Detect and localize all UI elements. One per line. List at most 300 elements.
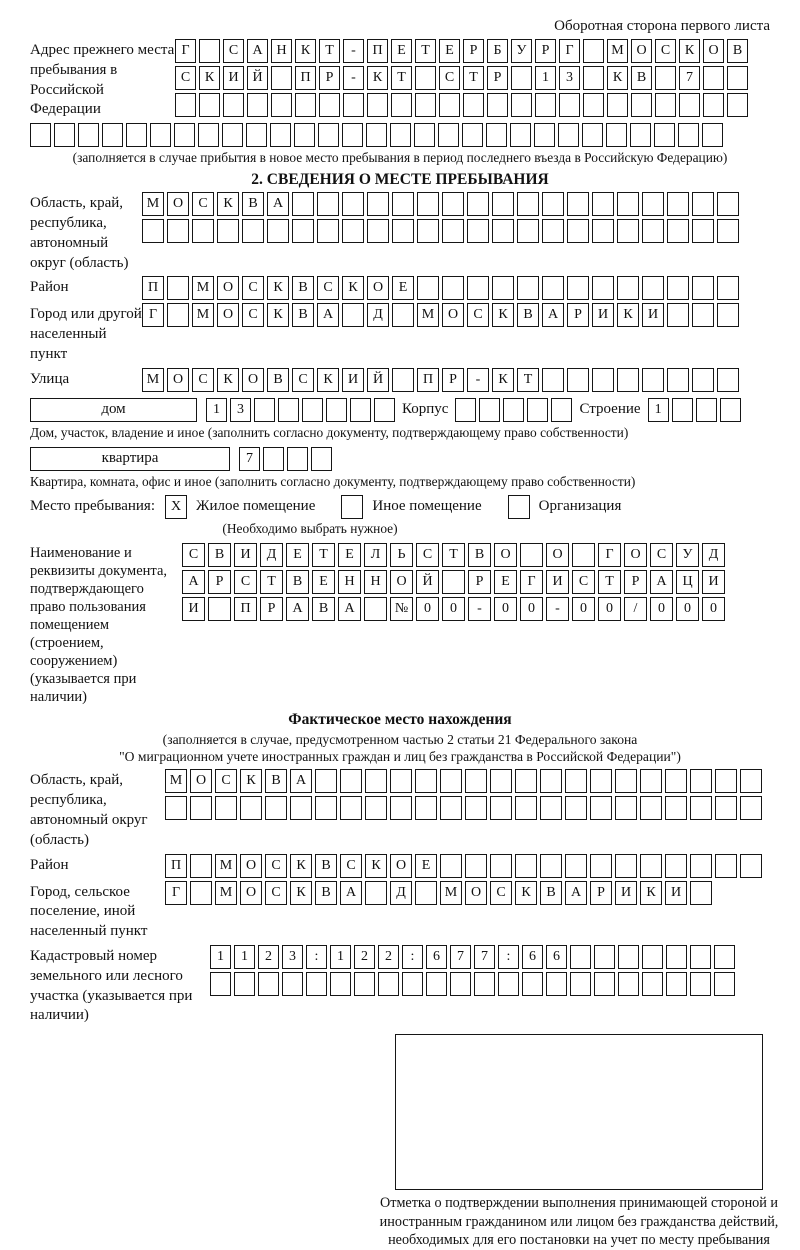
char-cell[interactable] (535, 93, 556, 117)
char-cell[interactable] (265, 796, 287, 820)
char-cell[interactable]: А (338, 597, 361, 621)
char-cell[interactable]: Е (415, 854, 437, 878)
char-cell[interactable]: Т (463, 66, 484, 90)
char-cell[interactable]: - (546, 597, 569, 621)
char-cell[interactable] (342, 192, 364, 216)
char-cell[interactable] (572, 543, 595, 567)
char-cell[interactable] (234, 972, 255, 996)
char-cell[interactable] (702, 123, 723, 147)
stay-type-checkbox-other-premises[interactable] (341, 495, 363, 519)
char-cell[interactable] (467, 192, 489, 216)
char-cell[interactable] (667, 303, 689, 327)
char-cell[interactable] (465, 769, 487, 793)
char-cell[interactable] (455, 398, 476, 422)
char-cell[interactable]: К (199, 66, 220, 90)
char-cell[interactable]: Д (260, 543, 283, 567)
char-cell[interactable] (642, 192, 664, 216)
char-cell[interactable]: А (542, 303, 564, 327)
char-cell[interactable] (217, 219, 239, 243)
char-cell[interactable]: Г (142, 303, 164, 327)
char-cell[interactable] (655, 66, 676, 90)
char-cell[interactable] (565, 854, 587, 878)
char-cell[interactable]: И (223, 66, 244, 90)
char-cell[interactable] (717, 303, 739, 327)
char-cell[interactable]: К (295, 39, 316, 63)
char-cell[interactable] (615, 854, 637, 878)
char-cell[interactable]: С (242, 303, 264, 327)
char-cell[interactable] (665, 769, 687, 793)
char-cell[interactable]: О (442, 303, 464, 327)
char-cell[interactable]: 3 (559, 66, 580, 90)
char-cell[interactable] (522, 972, 543, 996)
char-cell[interactable]: К (617, 303, 639, 327)
char-cell[interactable]: Е (391, 39, 412, 63)
char-cell[interactable] (390, 123, 411, 147)
char-cell[interactable]: Е (286, 543, 309, 567)
char-cell[interactable]: О (546, 543, 569, 567)
char-cell[interactable] (515, 854, 537, 878)
char-cell[interactable] (365, 881, 387, 905)
char-cell[interactable]: С (242, 276, 264, 300)
char-cell[interactable]: С (265, 881, 287, 905)
char-cell[interactable]: 1 (210, 945, 231, 969)
char-cell[interactable]: А (317, 303, 339, 327)
char-cell[interactable] (517, 276, 539, 300)
char-cell[interactable]: М (142, 368, 164, 392)
char-cell[interactable] (667, 276, 689, 300)
char-cell[interactable]: 1 (330, 945, 351, 969)
char-cell[interactable] (692, 276, 714, 300)
char-cell[interactable]: К (492, 303, 514, 327)
char-cell[interactable] (440, 796, 462, 820)
char-cell[interactable]: Р (567, 303, 589, 327)
char-cell[interactable] (290, 796, 312, 820)
char-cell[interactable]: 6 (522, 945, 543, 969)
char-cell[interactable]: К (607, 66, 628, 90)
char-cell[interactable] (417, 192, 439, 216)
char-cell[interactable] (594, 945, 615, 969)
char-cell[interactable]: : (498, 945, 519, 969)
char-cell[interactable] (510, 123, 531, 147)
char-cell[interactable] (438, 123, 459, 147)
char-cell[interactable] (365, 769, 387, 793)
char-cell[interactable] (517, 219, 539, 243)
char-cell[interactable]: А (247, 39, 268, 63)
char-cell[interactable]: М (417, 303, 439, 327)
char-cell[interactable] (630, 123, 651, 147)
char-cell[interactable] (167, 276, 189, 300)
char-cell[interactable] (567, 368, 589, 392)
char-cell[interactable] (317, 192, 339, 216)
char-cell[interactable] (439, 93, 460, 117)
char-cell[interactable]: А (267, 192, 289, 216)
char-cell[interactable]: С (265, 854, 287, 878)
char-cell[interactable] (714, 945, 735, 969)
char-cell[interactable] (414, 123, 435, 147)
char-cell[interactable] (271, 66, 292, 90)
char-cell[interactable] (366, 123, 387, 147)
char-cell[interactable] (542, 276, 564, 300)
char-cell[interactable]: М (192, 276, 214, 300)
char-cell[interactable] (417, 276, 439, 300)
char-cell[interactable] (542, 368, 564, 392)
char-cell[interactable] (479, 398, 500, 422)
char-cell[interactable] (392, 219, 414, 243)
char-cell[interactable] (292, 219, 314, 243)
char-cell[interactable] (640, 796, 662, 820)
char-cell[interactable] (665, 854, 687, 878)
char-cell[interactable]: Г (520, 570, 543, 594)
char-cell[interactable]: У (511, 39, 532, 63)
char-cell[interactable]: П (234, 597, 257, 621)
char-cell[interactable]: К (240, 769, 262, 793)
char-cell[interactable] (534, 123, 555, 147)
char-cell[interactable]: Д (390, 881, 412, 905)
char-cell[interactable] (542, 192, 564, 216)
char-cell[interactable]: - (467, 368, 489, 392)
char-cell[interactable] (542, 219, 564, 243)
char-cell[interactable] (492, 192, 514, 216)
char-cell[interactable]: В (540, 881, 562, 905)
char-cell[interactable] (511, 93, 532, 117)
char-cell[interactable]: Н (338, 570, 361, 594)
char-cell[interactable]: А (650, 570, 673, 594)
char-cell[interactable] (492, 219, 514, 243)
char-cell[interactable]: 3 (230, 398, 251, 422)
char-cell[interactable] (606, 123, 627, 147)
char-cell[interactable] (654, 123, 675, 147)
char-cell[interactable] (592, 192, 614, 216)
char-cell[interactable] (302, 398, 323, 422)
char-cell[interactable] (426, 972, 447, 996)
char-cell[interactable]: В (517, 303, 539, 327)
char-cell[interactable] (465, 854, 487, 878)
char-cell[interactable] (717, 192, 739, 216)
char-cell[interactable]: С (655, 39, 676, 63)
char-cell[interactable]: 7 (239, 447, 260, 471)
char-cell[interactable] (374, 398, 395, 422)
char-cell[interactable] (223, 93, 244, 117)
char-cell[interactable] (672, 398, 693, 422)
char-cell[interactable]: Н (364, 570, 387, 594)
char-cell[interactable] (442, 192, 464, 216)
char-cell[interactable]: К (317, 368, 339, 392)
char-cell[interactable] (263, 447, 284, 471)
char-cell[interactable] (240, 796, 262, 820)
char-cell[interactable] (167, 303, 189, 327)
char-cell[interactable] (667, 219, 689, 243)
char-cell[interactable] (679, 93, 700, 117)
char-cell[interactable]: С (572, 570, 595, 594)
char-cell[interactable] (246, 123, 267, 147)
char-cell[interactable] (690, 796, 712, 820)
char-cell[interactable]: Й (247, 66, 268, 90)
char-cell[interactable]: С (439, 66, 460, 90)
char-cell[interactable]: Р (590, 881, 612, 905)
char-cell[interactable]: О (465, 881, 487, 905)
char-cell[interactable]: В (267, 368, 289, 392)
char-cell[interactable] (306, 972, 327, 996)
char-cell[interactable] (318, 123, 339, 147)
char-cell[interactable] (615, 796, 637, 820)
char-cell[interactable] (440, 769, 462, 793)
char-cell[interactable]: С (192, 192, 214, 216)
char-cell[interactable] (582, 123, 603, 147)
char-cell[interactable]: / (624, 597, 647, 621)
char-cell[interactable] (462, 123, 483, 147)
char-cell[interactable]: К (217, 192, 239, 216)
char-cell[interactable] (190, 881, 212, 905)
char-cell[interactable] (565, 769, 587, 793)
char-cell[interactable] (30, 123, 51, 147)
char-cell[interactable]: О (242, 368, 264, 392)
char-cell[interactable]: В (208, 543, 231, 567)
char-cell[interactable] (254, 398, 275, 422)
char-cell[interactable] (295, 93, 316, 117)
char-cell[interactable]: 0 (598, 597, 621, 621)
char-cell[interactable] (442, 570, 465, 594)
char-cell[interactable]: М (607, 39, 628, 63)
char-cell[interactable] (278, 398, 299, 422)
char-cell[interactable] (378, 972, 399, 996)
char-cell[interactable] (402, 972, 423, 996)
char-cell[interactable]: О (190, 769, 212, 793)
char-cell[interactable]: К (679, 39, 700, 63)
char-cell[interactable]: П (417, 368, 439, 392)
char-cell[interactable] (415, 796, 437, 820)
char-cell[interactable] (340, 769, 362, 793)
char-cell[interactable]: Р (468, 570, 491, 594)
char-cell[interactable] (590, 796, 612, 820)
char-cell[interactable]: П (165, 854, 187, 878)
char-cell[interactable]: С (234, 570, 257, 594)
char-cell[interactable] (740, 796, 762, 820)
char-cell[interactable]: Й (416, 570, 439, 594)
char-cell[interactable] (417, 219, 439, 243)
char-cell[interactable]: - (343, 39, 364, 63)
char-cell[interactable] (667, 368, 689, 392)
char-cell[interactable]: А (290, 769, 312, 793)
char-cell[interactable] (592, 219, 614, 243)
char-cell[interactable] (703, 93, 724, 117)
char-cell[interactable]: Д (702, 543, 725, 567)
char-cell[interactable]: 0 (520, 597, 543, 621)
char-cell[interactable]: 2 (258, 945, 279, 969)
char-cell[interactable] (342, 219, 364, 243)
char-cell[interactable]: С (650, 543, 673, 567)
char-cell[interactable] (715, 769, 737, 793)
char-cell[interactable]: И (642, 303, 664, 327)
char-cell[interactable] (617, 276, 639, 300)
char-cell[interactable] (570, 972, 591, 996)
char-cell[interactable]: С (192, 368, 214, 392)
char-cell[interactable]: К (640, 881, 662, 905)
char-cell[interactable] (666, 945, 687, 969)
char-cell[interactable] (617, 368, 639, 392)
char-cell[interactable] (583, 39, 604, 63)
char-cell[interactable] (740, 854, 762, 878)
char-cell[interactable] (590, 854, 612, 878)
char-cell[interactable]: Е (392, 276, 414, 300)
char-cell[interactable] (210, 972, 231, 996)
char-cell[interactable]: О (367, 276, 389, 300)
char-cell[interactable] (720, 398, 741, 422)
char-cell[interactable]: 0 (650, 597, 673, 621)
char-cell[interactable] (142, 219, 164, 243)
char-cell[interactable]: 0 (572, 597, 595, 621)
char-cell[interactable]: О (703, 39, 724, 63)
char-cell[interactable]: С (467, 303, 489, 327)
char-cell[interactable] (715, 796, 737, 820)
char-cell[interactable] (150, 123, 171, 147)
char-cell[interactable] (311, 447, 332, 471)
char-cell[interactable]: К (217, 368, 239, 392)
char-cell[interactable] (486, 123, 507, 147)
char-cell[interactable] (540, 769, 562, 793)
char-cell[interactable] (690, 854, 712, 878)
char-cell[interactable]: Р (319, 66, 340, 90)
char-cell[interactable]: Л (364, 543, 387, 567)
char-cell[interactable]: 0 (702, 597, 725, 621)
char-cell[interactable]: Ь (390, 543, 413, 567)
char-cell[interactable]: В (468, 543, 491, 567)
char-cell[interactable] (315, 769, 337, 793)
char-cell[interactable] (271, 93, 292, 117)
char-cell[interactable]: В (631, 66, 652, 90)
char-cell[interactable]: Ц (676, 570, 699, 594)
char-cell[interactable] (215, 796, 237, 820)
char-cell[interactable] (515, 796, 537, 820)
char-cell[interactable] (174, 123, 195, 147)
char-cell[interactable] (642, 972, 663, 996)
char-cell[interactable] (490, 854, 512, 878)
char-cell[interactable]: - (468, 597, 491, 621)
char-cell[interactable] (282, 972, 303, 996)
char-cell[interactable]: Т (415, 39, 436, 63)
char-cell[interactable]: 0 (442, 597, 465, 621)
char-cell[interactable] (367, 192, 389, 216)
char-cell[interactable] (690, 769, 712, 793)
char-cell[interactable] (391, 93, 412, 117)
char-cell[interactable]: О (390, 570, 413, 594)
char-cell[interactable]: 3 (282, 945, 303, 969)
char-cell[interactable]: П (367, 39, 388, 63)
char-cell[interactable]: Е (338, 543, 361, 567)
char-cell[interactable]: Е (494, 570, 517, 594)
char-cell[interactable]: Г (598, 543, 621, 567)
char-cell[interactable] (208, 597, 231, 621)
char-cell[interactable] (267, 219, 289, 243)
char-cell[interactable]: 7 (450, 945, 471, 969)
char-cell[interactable] (415, 93, 436, 117)
char-cell[interactable]: : (306, 945, 327, 969)
char-cell[interactable]: А (565, 881, 587, 905)
char-cell[interactable]: С (175, 66, 196, 90)
char-cell[interactable] (490, 796, 512, 820)
char-cell[interactable]: И (592, 303, 614, 327)
stay-type-checkbox-organization[interactable] (508, 495, 530, 519)
char-cell[interactable]: М (215, 881, 237, 905)
char-cell[interactable] (642, 276, 664, 300)
char-cell[interactable] (640, 769, 662, 793)
char-cell[interactable] (415, 66, 436, 90)
char-cell[interactable]: К (365, 854, 387, 878)
char-cell[interactable] (715, 854, 737, 878)
char-cell[interactable]: Г (175, 39, 196, 63)
char-cell[interactable]: С (340, 854, 362, 878)
char-cell[interactable]: В (265, 769, 287, 793)
char-cell[interactable]: Г (165, 881, 187, 905)
char-cell[interactable]: 7 (474, 945, 495, 969)
char-cell[interactable]: М (165, 769, 187, 793)
char-cell[interactable] (546, 972, 567, 996)
char-cell[interactable]: П (295, 66, 316, 90)
char-cell[interactable] (665, 796, 687, 820)
char-cell[interactable] (330, 972, 351, 996)
char-cell[interactable] (54, 123, 75, 147)
char-cell[interactable] (540, 796, 562, 820)
char-cell[interactable] (270, 123, 291, 147)
char-cell[interactable] (717, 219, 739, 243)
char-cell[interactable]: И (665, 881, 687, 905)
char-cell[interactable]: Д (367, 303, 389, 327)
char-cell[interactable]: К (492, 368, 514, 392)
char-cell[interactable] (511, 66, 532, 90)
char-cell[interactable] (690, 945, 711, 969)
char-cell[interactable]: Т (517, 368, 539, 392)
char-cell[interactable] (463, 93, 484, 117)
char-cell[interactable]: С (215, 769, 237, 793)
char-cell[interactable]: В (292, 303, 314, 327)
char-cell[interactable] (714, 972, 735, 996)
char-cell[interactable]: 1 (648, 398, 669, 422)
char-cell[interactable]: 6 (426, 945, 447, 969)
char-cell[interactable] (165, 796, 187, 820)
char-cell[interactable] (666, 972, 687, 996)
char-cell[interactable]: Г (559, 39, 580, 63)
char-cell[interactable]: И (546, 570, 569, 594)
char-cell[interactable]: В (315, 881, 337, 905)
char-cell[interactable] (617, 192, 639, 216)
char-cell[interactable]: К (267, 303, 289, 327)
char-cell[interactable] (696, 398, 717, 422)
char-cell[interactable]: И (342, 368, 364, 392)
char-cell[interactable]: 0 (494, 597, 517, 621)
char-cell[interactable] (592, 276, 614, 300)
char-cell[interactable] (567, 276, 589, 300)
char-cell[interactable]: К (515, 881, 537, 905)
char-cell[interactable] (190, 854, 212, 878)
char-cell[interactable]: В (292, 276, 314, 300)
char-cell[interactable] (727, 66, 748, 90)
char-cell[interactable] (317, 219, 339, 243)
char-cell[interactable] (440, 854, 462, 878)
char-cell[interactable]: М (440, 881, 462, 905)
char-cell[interactable] (350, 398, 371, 422)
char-cell[interactable] (487, 93, 508, 117)
char-cell[interactable] (517, 192, 539, 216)
char-cell[interactable]: О (494, 543, 517, 567)
char-cell[interactable] (690, 881, 712, 905)
char-cell[interactable] (618, 945, 639, 969)
char-cell[interactable]: Е (439, 39, 460, 63)
char-cell[interactable]: С (490, 881, 512, 905)
char-cell[interactable] (540, 854, 562, 878)
char-cell[interactable]: О (240, 881, 262, 905)
char-cell[interactable]: К (342, 276, 364, 300)
char-cell[interactable]: Т (442, 543, 465, 567)
char-cell[interactable] (126, 123, 147, 147)
